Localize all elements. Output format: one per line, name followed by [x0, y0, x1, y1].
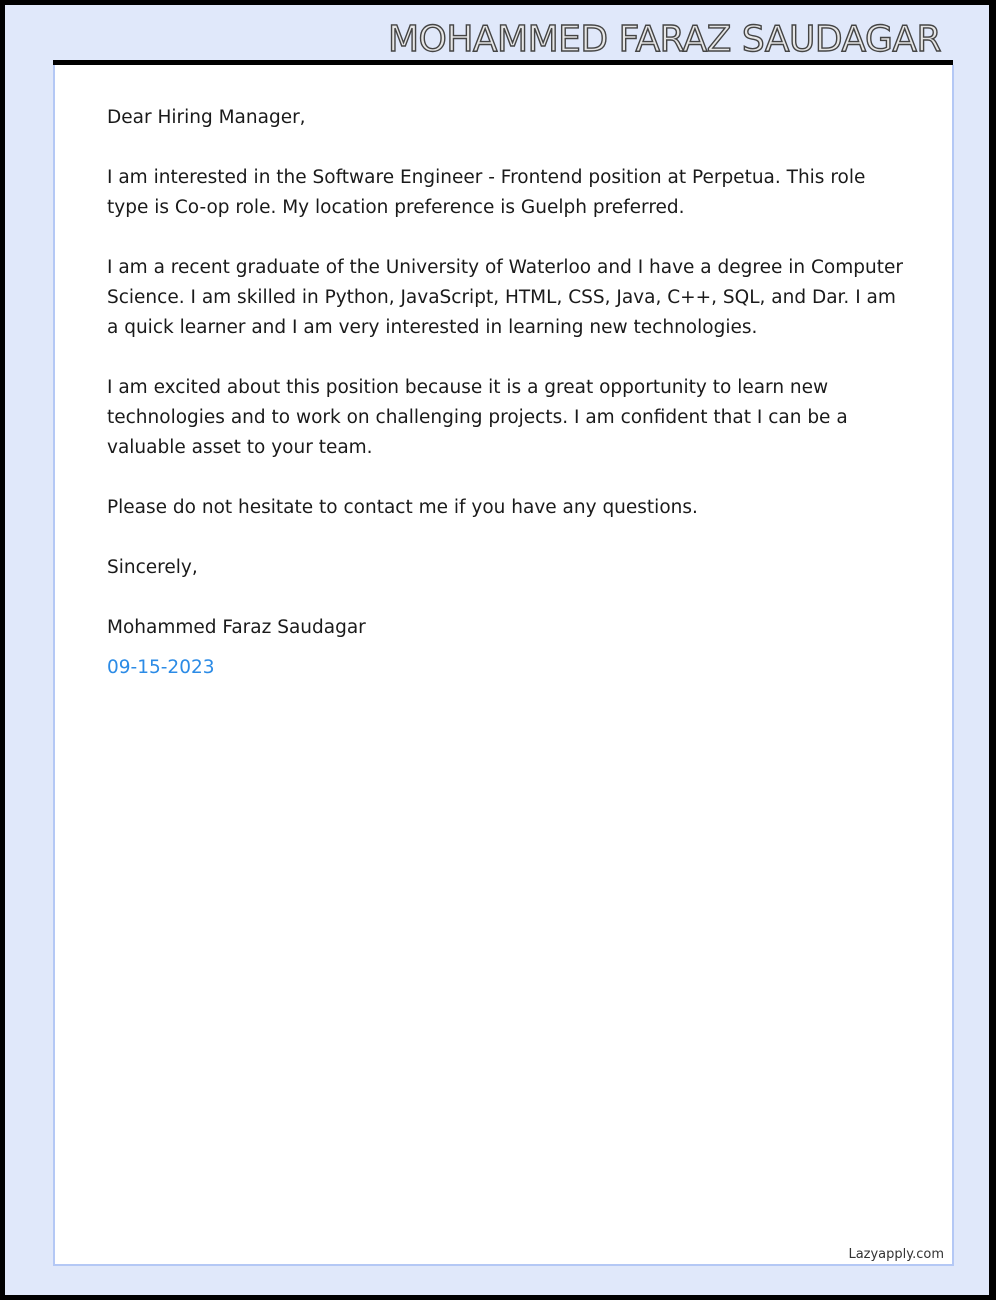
- paragraph-motivation: I am excited about this position because it is a great opportunity to learn new technologies and to work on challenging projects. I am confident that I can be a valuable asset to your team.: [107, 377, 848, 458]
- signature: Mohammed Faraz Saudagar: [107, 617, 366, 638]
- letter-page: [53, 65, 954, 1266]
- cover-letter-body: [107, 103, 907, 713]
- salutation: Dear Hiring Manager,: [107, 107, 306, 128]
- closing: Sincerely,: [107, 557, 198, 578]
- paragraph-background: I am a recent graduate of the University of Waterloo and I have a degree in Computer Science. I am skilled in Python, JavaScript, HTML, CSS, Java, C++, SQL, and Dar. I am a quick learner and I am very interested in learning new technologies.: [107, 257, 903, 338]
- paragraph-contact: Please do not hesitate to contact me if you have any questions.: [107, 497, 698, 518]
- page-frame: [5, 5, 989, 1295]
- footer-brand: Lazyapply.com: [848, 1247, 944, 1262]
- paragraph-intro: I am interested in the Software Engineer - Frontend position at Perpetua. This role type is Co-op role. My location preference is Guelph preferred.: [107, 167, 866, 218]
- letter-date: 09-15-2023: [107, 657, 215, 678]
- applicant-name-heading: MOHAMMED FARAZ SAUDAGAR: [387, 19, 941, 60]
